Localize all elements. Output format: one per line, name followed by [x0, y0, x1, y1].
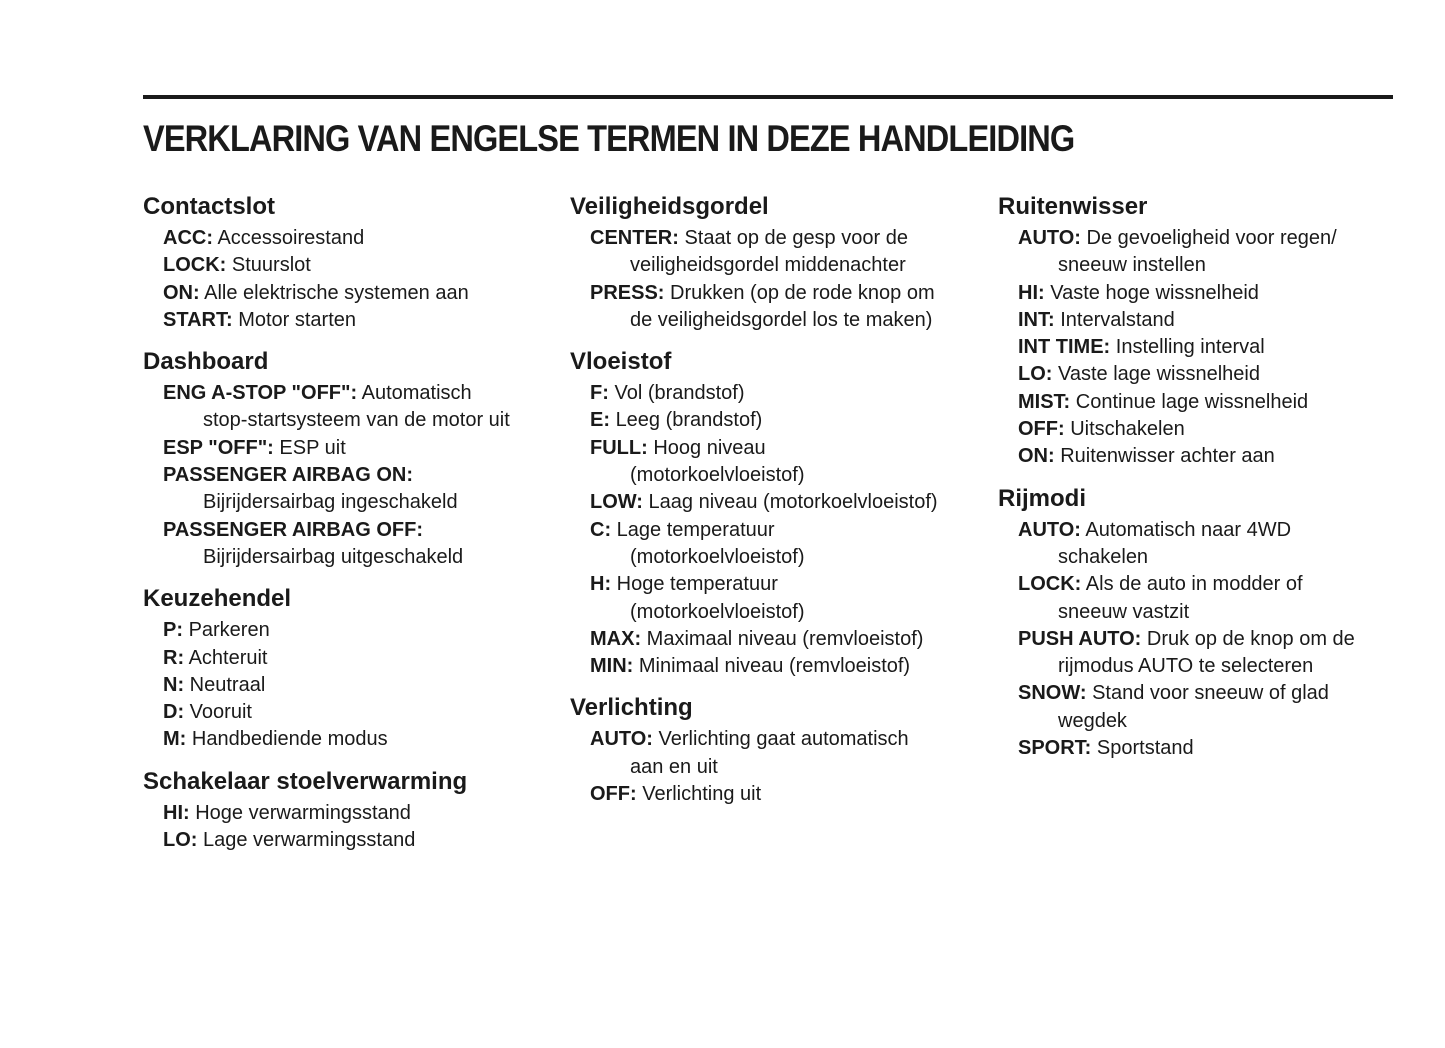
- term-description: Continue lage wissnelheid: [1075, 390, 1309, 413]
- term-label: AUTO:: [590, 728, 653, 751]
- term-entry: [143, 672, 563, 699]
- term-description: Lage verwarmingsstand: [203, 829, 416, 852]
- term-description-continued: Bijrijdersairbag ingeschakeld: [203, 491, 458, 514]
- term-description: Automatisch: [361, 382, 472, 405]
- term-description: Hoog niveau: [653, 436, 766, 459]
- term-label: AUTO:: [1018, 518, 1081, 541]
- term-entry: [570, 626, 990, 653]
- term-description: Ruitenwisser achter aan: [1060, 445, 1275, 468]
- term-label: CENTER:: [590, 227, 679, 249]
- term-description: Minimaal niveau (remvloeistof): [638, 655, 911, 678]
- term-label: LOW:: [590, 491, 643, 514]
- term-description-continued: (motorkoelvloeistof): [630, 464, 805, 487]
- term-entry: [998, 680, 1418, 735]
- term-entry: [998, 225, 1418, 280]
- term-entry: [143, 645, 563, 672]
- term-entry: [570, 571, 990, 626]
- term-description: Instelling interval: [1115, 336, 1265, 359]
- term-entry: [143, 307, 563, 334]
- term-description-continued: (motorkoelvloeistof): [630, 600, 805, 623]
- term-entry: [570, 280, 990, 335]
- term-description: Staat op de gesp voor de: [684, 227, 908, 249]
- term-entry: [570, 653, 990, 680]
- section: [570, 347, 990, 680]
- term-description-continued: veiligheidsgordel middenachter: [630, 254, 906, 277]
- term-description: Vaste hoge wissnelheid: [1050, 281, 1259, 304]
- term-label: E:: [590, 409, 610, 432]
- term-description-continued: (motorkoelvloeistof): [630, 545, 805, 568]
- term-entry: [143, 827, 563, 854]
- term-description: Achteruit: [188, 646, 268, 669]
- term-description: Hoge temperatuur: [616, 573, 778, 596]
- term-label: ON:: [163, 281, 200, 304]
- term-label: ENG A-STOP "OFF":: [163, 382, 358, 405]
- term-description: Lage temperatuur: [616, 518, 775, 541]
- term-description: Neutraal: [189, 673, 266, 696]
- term-entry: [998, 735, 1418, 762]
- term-label: AUTO:: [1018, 227, 1081, 249]
- term-description: Handbediende modus: [191, 728, 388, 751]
- section-title: Ruitenwisser: [998, 193, 1148, 220]
- term-entry: [998, 571, 1418, 626]
- term-label: M:: [163, 728, 187, 751]
- term-description: Automatisch naar 4WD: [1085, 518, 1292, 541]
- term-description: Als de auto in modder of: [1085, 573, 1303, 596]
- term-description-continued: wegdek: [1058, 709, 1127, 732]
- term-entry: [570, 781, 990, 808]
- term-description: Stand voor sneeuw of glad: [1092, 682, 1329, 705]
- term-entry: [143, 280, 563, 307]
- section-title: Verlichting: [570, 694, 693, 722]
- term-entry: [998, 389, 1418, 416]
- term-label: LOCK:: [1018, 573, 1082, 596]
- term-label: START:: [163, 308, 233, 331]
- term-label: MIST:: [1018, 390, 1071, 413]
- term-description: Alle elektrische systemen aan: [204, 281, 469, 304]
- section: [998, 192, 1418, 471]
- term-entry: [143, 462, 563, 517]
- term-description: Leeg (brandstof): [615, 409, 763, 432]
- section-title: Vloeistof: [570, 348, 672, 376]
- term-entry: [143, 699, 563, 726]
- term-label: FULL:: [590, 436, 648, 459]
- term-description: Druk op de knop om de: [1146, 627, 1355, 650]
- page-title: VERKLARING VAN ENGELSE TERMEN IN DEZE HANDLEIDING: [143, 118, 1075, 159]
- term-entry: [143, 252, 563, 279]
- column-2: [570, 192, 990, 821]
- section-title: Schakelaar stoelverwarming: [143, 767, 468, 795]
- term-description: Verlichting uit: [642, 783, 762, 806]
- section-title: Keuzehendel: [143, 585, 292, 613]
- term-entry: [143, 800, 563, 827]
- term-label: PASSENGER AIRBAG OFF:: [163, 518, 424, 541]
- term-description: Accessoirestand: [217, 227, 365, 249]
- term-entry: [998, 307, 1418, 334]
- section: [143, 192, 563, 334]
- term-entry: [570, 726, 990, 781]
- term-entry: [998, 416, 1418, 443]
- term-label: INT TIME:: [1018, 336, 1111, 359]
- term-entry: [570, 435, 990, 490]
- term-label: MAX:: [590, 627, 642, 650]
- term-entry: [570, 225, 990, 280]
- term-label: MIN:: [590, 655, 634, 678]
- section-title: Dashboard: [143, 348, 269, 376]
- term-label: ESP "OFF":: [163, 436, 274, 459]
- term-label: LO:: [163, 829, 198, 852]
- term-description: Vol (brandstof): [614, 382, 745, 405]
- term-description: Verlichting gaat automatisch: [658, 728, 909, 751]
- term-description: Maximaal niveau (remvloeistof): [646, 627, 924, 650]
- term-label: PASSENGER AIRBAG ON:: [163, 464, 414, 487]
- term-description-continued: sneeuw instellen: [1058, 254, 1206, 277]
- term-label: INT:: [1018, 308, 1055, 331]
- term-description-continued: stop-startsysteem van de motor uit: [203, 409, 510, 432]
- term-description: Laag niveau (motorkoelvloeistof): [648, 491, 938, 514]
- term-description: Parkeren: [188, 619, 270, 642]
- term-label: F:: [590, 382, 609, 405]
- term-description: Vooruit: [189, 701, 252, 724]
- term-label: SPORT:: [1018, 737, 1092, 760]
- term-entry: [143, 380, 563, 435]
- term-description: Hoge verwarmingsstand: [195, 801, 411, 824]
- term-description-continued: aan en uit: [630, 755, 718, 778]
- term-description: Uitschakelen: [1070, 418, 1185, 441]
- term-label: HI:: [163, 801, 190, 824]
- header-rule: [143, 95, 1393, 99]
- term-description: Motor starten: [238, 308, 357, 331]
- term-entry: [998, 334, 1418, 361]
- term-label: PUSH AUTO:: [1018, 627, 1142, 650]
- term-description: Vaste lage wissnelheid: [1058, 363, 1260, 386]
- term-description: Intervalstand: [1060, 308, 1175, 331]
- section: [143, 347, 563, 571]
- term-label: R:: [163, 646, 185, 669]
- term-label: LO:: [1018, 363, 1053, 386]
- term-description: De gevoeligheid voor regen/: [1086, 227, 1337, 249]
- section: [570, 693, 990, 808]
- section: [143, 767, 563, 855]
- column-3: [998, 192, 1418, 775]
- section: [143, 584, 563, 753]
- term-entry: [570, 489, 990, 516]
- term-entry: [143, 617, 563, 644]
- term-label: C:: [590, 518, 612, 541]
- section-title: Contactslot: [143, 193, 275, 220]
- term-entry: [998, 443, 1418, 470]
- term-description-continued: de veiligheidsgordel los te maken): [630, 308, 933, 331]
- term-description: Stuurslot: [231, 254, 311, 277]
- term-label: P:: [163, 619, 183, 642]
- term-description-continued: rijmodus AUTO te selecteren: [1058, 655, 1314, 678]
- term-entry: [998, 361, 1418, 388]
- term-label: D:: [163, 701, 185, 724]
- term-label: OFF:: [1018, 418, 1065, 441]
- term-entry: [143, 517, 563, 572]
- term-entry: [570, 517, 990, 572]
- section-title: Rijmodi: [998, 484, 1086, 512]
- term-label: OFF:: [590, 783, 637, 806]
- term-label: HI:: [1018, 281, 1045, 304]
- term-description: ESP uit: [279, 436, 346, 459]
- term-entry: [143, 726, 563, 753]
- term-label: SNOW:: [1018, 682, 1087, 705]
- term-label: N:: [163, 673, 185, 696]
- term-entry: [570, 407, 990, 434]
- term-description-continued: sneeuw vastzit: [1058, 600, 1190, 623]
- term-description-continued: schakelen: [1058, 545, 1149, 568]
- term-label: LOCK:: [163, 254, 227, 277]
- term-entry: [998, 626, 1418, 681]
- section: [570, 192, 990, 334]
- term-entry: [998, 280, 1418, 307]
- term-description: Drukken (op de rode knop om: [670, 281, 935, 304]
- term-entry: [143, 225, 563, 252]
- term-label: H:: [590, 573, 612, 596]
- term-entry: [998, 517, 1418, 572]
- term-label: ACC:: [163, 227, 213, 249]
- term-description: Sportstand: [1096, 737, 1194, 760]
- term-entry: [570, 380, 990, 407]
- section: [998, 484, 1418, 763]
- term-description-continued: Bijrijdersairbag uitgeschakeld: [203, 545, 464, 568]
- term-label: PRESS:: [590, 281, 665, 304]
- column-1: [143, 192, 563, 867]
- section-title: Veiligheidsgordel: [570, 193, 769, 220]
- term-label: ON:: [1018, 445, 1055, 468]
- term-entry: [143, 435, 563, 462]
